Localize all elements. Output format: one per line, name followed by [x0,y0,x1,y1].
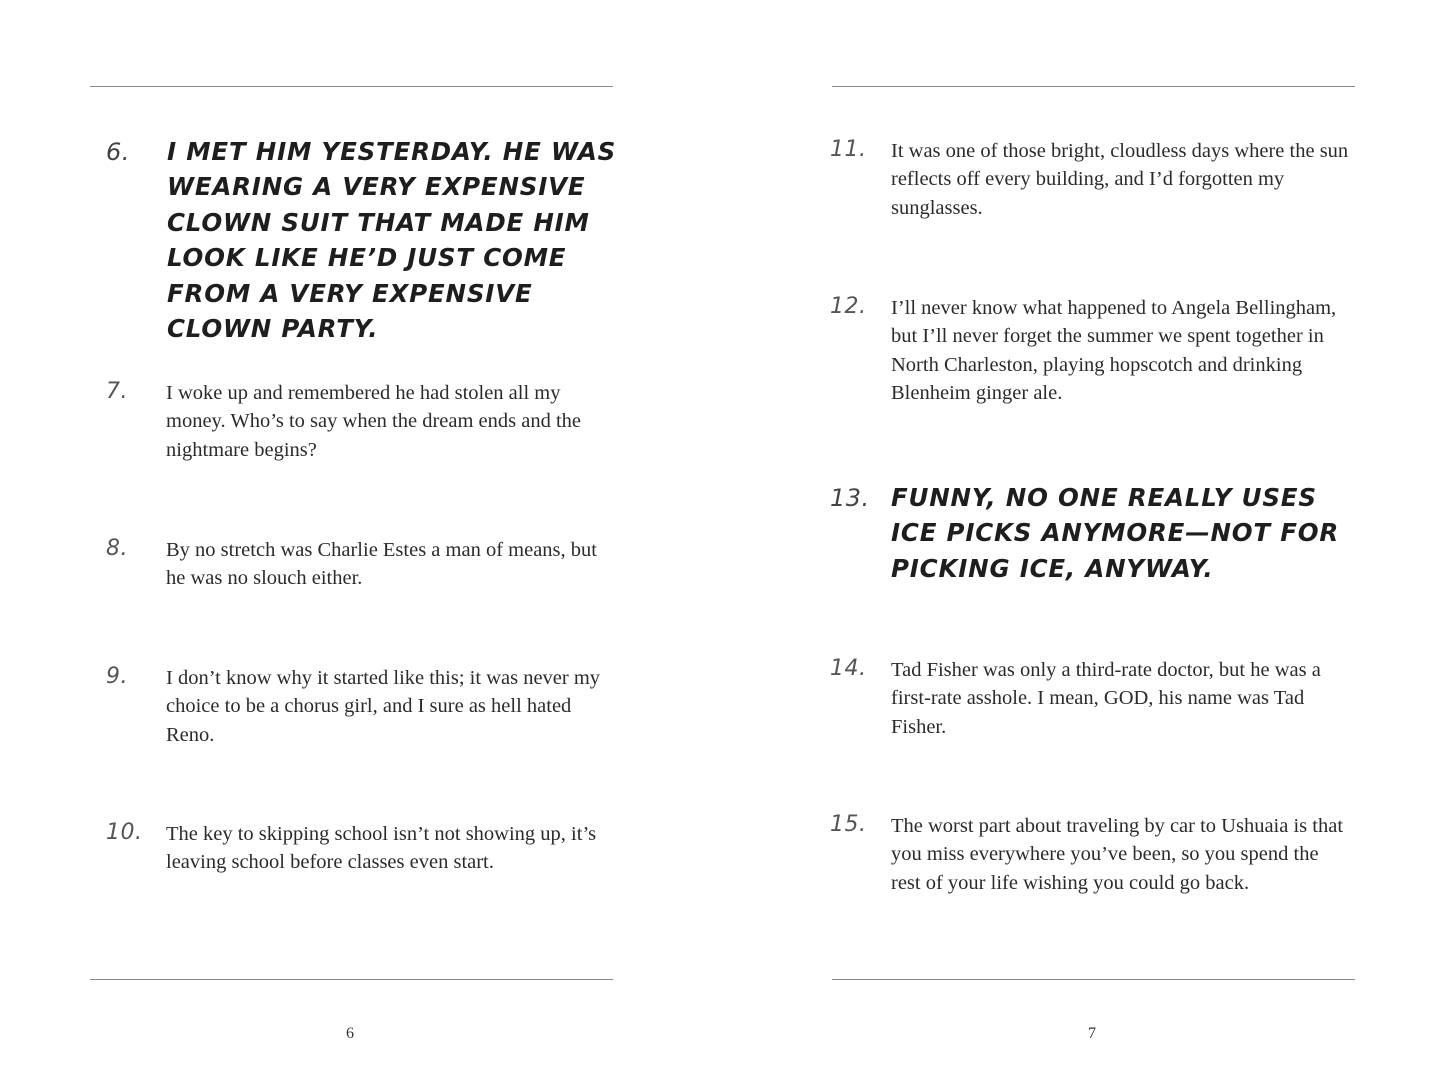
entry-text: Tad Fisher was only a third-rate doctor, but he was a first-rate asshole. I mean, GOD, his name was Tad Fisher. [891,659,1321,738]
entry-number: 10. [106,820,143,845]
entry-number: 12. [830,294,867,319]
right-page [722,0,1445,1083]
entry-number: 9. [106,664,128,689]
bottom-rule [832,979,1355,980]
entry-text: I MET HIM YESTERDAY. HE WAS WEARING A VERY EXPENSIVE CLOWN SUIT THAT MADE HIM LOOK LIKE HE’D JUST COME FROM A VERY EXPENSIVE CLOWN PARTY. [167,137,617,344]
entry-text: The worst part about traveling by car to Ushuaia is that you miss everywhere you’ve been, so you spend the rest of your life wishing you could go back. [891,815,1344,894]
bottom-rule [90,979,613,980]
entry-text: I woke up and remembered he had stolen all my money. Who’s to say when the dream ends and the nightmare begins? [166,382,582,461]
entry-number: 8. [106,536,128,561]
entry-text: I’ll never know what happened to Angela Bellingham, but I’ll never forget the summer we spent together in North Charleston, playing hopscotch and drinking Blenheim ginger ale. [891,297,1337,405]
page-number: 7 [1088,1025,1096,1042]
entry-number: 11. [830,137,867,162]
entry-number: 15. [830,812,867,837]
entry-text: I don’t know why it started like this; it was never my choice to be a chorus girl, and I sure as hell hated Reno. [166,667,601,746]
entry-text: FUNNY, NO ONE REALLY USES ICE PICKS ANYMORE—NOT FOR PICKING ICE, ANYWAY. [891,483,1340,583]
entry-text: The key to skipping school isn’t not showing up, it’s leaving school before classes even start. [166,823,597,874]
entry-number: 14. [830,656,867,681]
top-rule [832,86,1355,87]
page-number: 6 [346,1025,354,1042]
entry-number: 6. [106,138,130,166]
top-rule [90,86,613,87]
entry-text: By no stretch was Charlie Estes a man of means, but he was no slouch either. [166,539,597,590]
left-page [0,0,722,1083]
entry-number: 7. [106,379,128,404]
entry-text: It was one of those bright, cloudless days where the sun reflects off every building, and I’d forgotten my sunglasses. [891,140,1349,219]
entry-number: 13. [830,484,870,512]
